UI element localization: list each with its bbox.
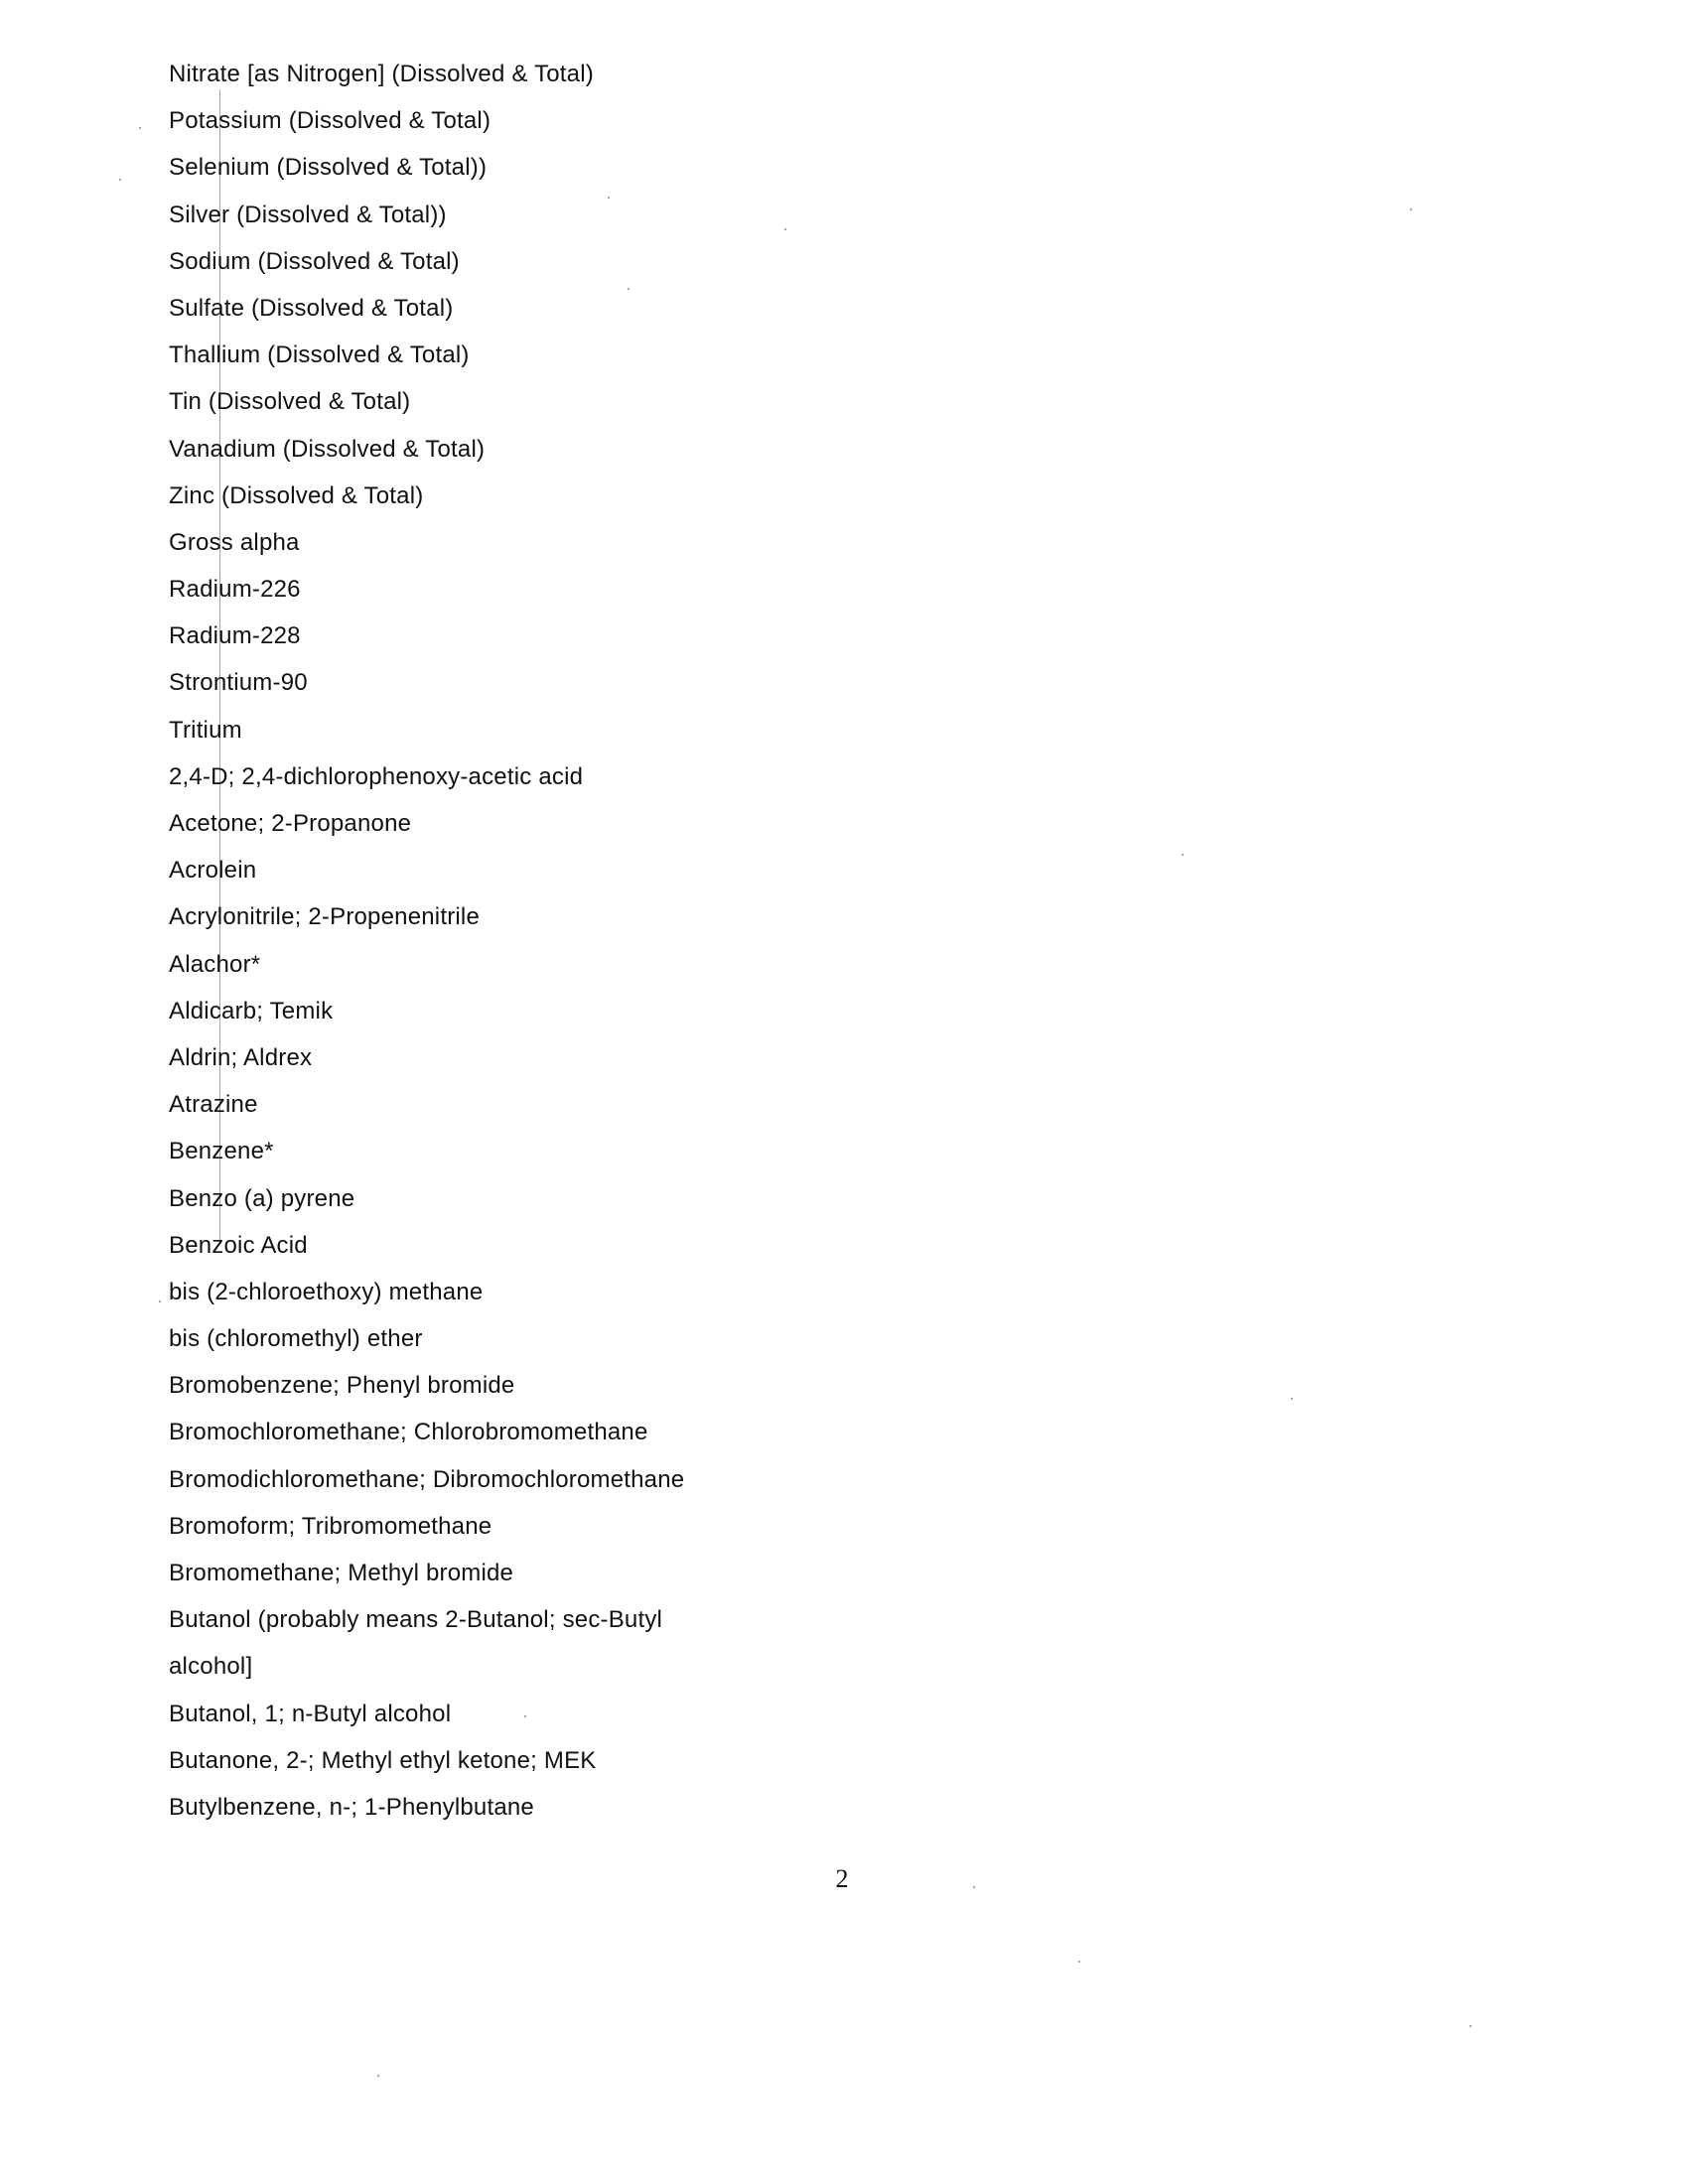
list-item: Benzene* bbox=[169, 1138, 274, 1165]
list-item: Radium-226 bbox=[169, 576, 301, 604]
scan-speck bbox=[119, 179, 121, 181]
list-item: Benzoic Acid bbox=[169, 1231, 308, 1259]
list-item: Bromomethane; Methyl bromide bbox=[169, 1560, 514, 1586]
scan-speck bbox=[1410, 208, 1412, 210]
list-item: Bromodichloromethane; Dibromochloromethane bbox=[169, 1465, 685, 1493]
scan-speck bbox=[1291, 1398, 1293, 1400]
list-item: Atrazine bbox=[169, 1091, 258, 1119]
scan-speck bbox=[524, 1715, 526, 1717]
list-item: Potassium (Dissolved & Total) bbox=[169, 107, 491, 135]
list-item: Selenium (Dissolved & Total)) bbox=[169, 154, 488, 182]
list-item: Bromobenzene; Phenyl bromide bbox=[169, 1372, 515, 1400]
list-item: Radium-228 bbox=[169, 622, 301, 650]
list-item: Acrolein bbox=[169, 857, 257, 885]
constituent-list bbox=[169, 60, 684, 1840]
list-item: Acetone; 2-Propanone bbox=[169, 810, 412, 837]
list-item: Strontium-90 bbox=[169, 669, 308, 697]
list-item: bis (2-chloroethoxy) methane bbox=[169, 1278, 484, 1305]
list-item: Thallium (Dissolved & Total) bbox=[169, 341, 470, 369]
scan-speck bbox=[608, 197, 610, 199]
list-item: Butanone, 2-; Methyl ethyl ketone; MEK bbox=[169, 1746, 597, 1774]
list-item: Silver (Dissolved & Total)) bbox=[169, 201, 447, 228]
list-item: Aldrin; Aldrex bbox=[169, 1043, 313, 1071]
list-item: Tin (Dissolved & Total) bbox=[169, 388, 411, 416]
list-item: Butanol (probably means 2-Butanol; sec-Butyl bbox=[169, 1606, 663, 1634]
list-item: Acrylonitrile; 2-Propenenitrile bbox=[169, 903, 480, 931]
list-item: Vanadium (Dissolved & Total) bbox=[169, 435, 486, 463]
scan-speck bbox=[1078, 1961, 1080, 1963]
scan-speck bbox=[973, 1886, 975, 1888]
scan-speck bbox=[139, 127, 141, 129]
list-item: alcohol] bbox=[169, 1653, 253, 1681]
list-item: Gross alpha bbox=[169, 528, 300, 556]
scan-speck bbox=[784, 228, 786, 230]
list-item: bis (chloromethyl) ether bbox=[169, 1325, 423, 1353]
list-item: Tritium bbox=[169, 716, 242, 744]
scan-speck bbox=[628, 288, 630, 290]
list-item: Zinc (Dissolved & Total) bbox=[169, 481, 424, 509]
list-item: Sodium (Dissolved & Total) bbox=[169, 247, 460, 275]
list-item: Butanol, 1; n-Butyl alcohol bbox=[169, 1700, 452, 1727]
list-item: Butylbenzene, n-; 1-Phenylbutane bbox=[169, 1793, 534, 1821]
scan-speck bbox=[377, 2075, 379, 2077]
scan-speck bbox=[1182, 854, 1184, 856]
list-item: Benzo (a) pyrene bbox=[169, 1184, 355, 1212]
scan-speck bbox=[159, 1300, 161, 1302]
list-item: Bromoform; Tribromomethane bbox=[169, 1512, 492, 1540]
list-item: Nitrate [as Nitrogen] (Dissolved & Total) bbox=[169, 61, 594, 87]
list-item: Alachor* bbox=[169, 950, 261, 978]
scan-speck bbox=[1470, 2025, 1472, 2027]
list-item: Bromochloromethane; Chlorobromomethane bbox=[169, 1419, 648, 1446]
list-item: Aldicarb; Temik bbox=[169, 997, 334, 1024]
list-item: Sulfate (Dissolved & Total) bbox=[169, 294, 454, 322]
page-number: 2 bbox=[835, 1864, 849, 1893]
list-item: 2,4-D; 2,4-dichlorophenoxy-acetic acid bbox=[169, 762, 584, 790]
